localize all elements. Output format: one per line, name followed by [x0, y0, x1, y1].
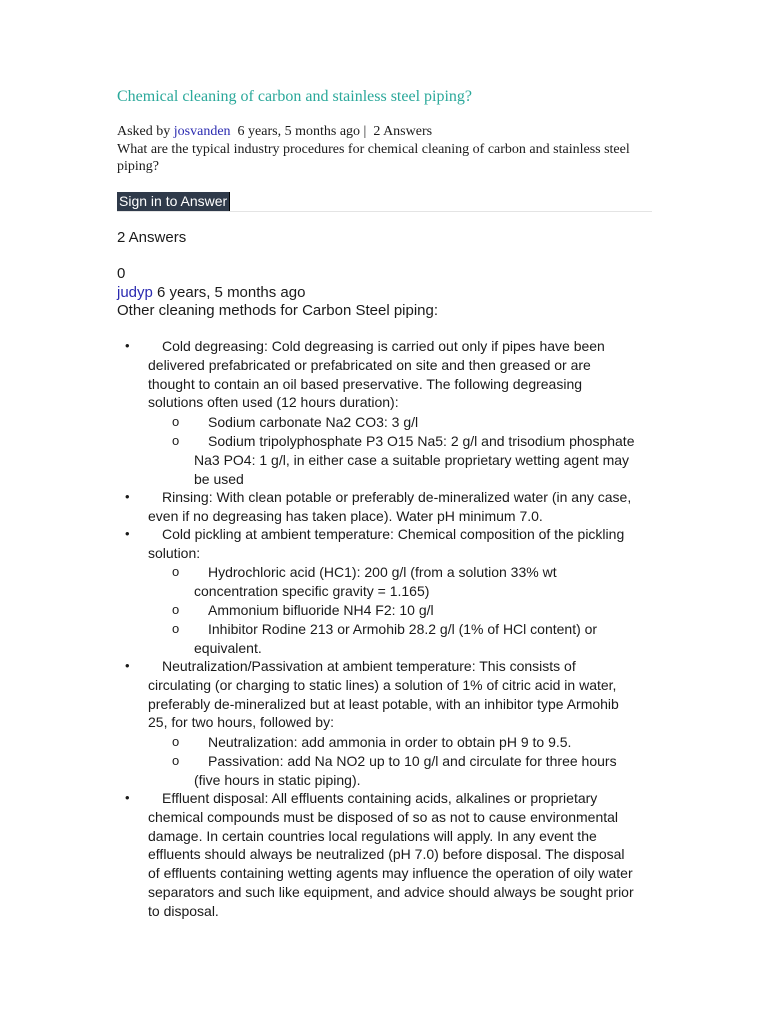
- asked-time: 6 years, 5 months ago: [237, 124, 361, 139]
- meta-separator: |: [363, 124, 367, 139]
- bullet-marker: •: [125, 338, 130, 353]
- divider: [117, 211, 652, 212]
- answer-author-link[interactable]: judyp: [117, 284, 153, 301]
- answers-heading: 2 Answers: [117, 229, 187, 246]
- sub-list-item: Ammonium bifluoride NH4 F2: 10 g/l: [208, 602, 434, 618]
- answer-intro: Other cleaning methods for Carbon Steel piping:: [117, 302, 439, 319]
- sub-bullet-marker: o: [172, 433, 180, 448]
- sub-list-item: Hydrochloric acid (HC1): 200 g/l (from a solution 33% wt concentration specific gravity = 1.165): [194, 564, 557, 599]
- asker-link[interactable]: josvanden: [173, 124, 231, 139]
- bullet-marker: •: [125, 526, 130, 541]
- question-body: What are the typical industry procedures for chemical cleaning of carbon and stainless steel piping?: [117, 142, 630, 174]
- answer-count: 2 Answers: [373, 124, 433, 139]
- bullet-marker: •: [125, 489, 130, 504]
- sub-bullet-marker: o: [172, 414, 180, 429]
- asked-line: [117, 124, 432, 140]
- list-item: Neutralization/Passivation at ambient temperature: This consists of circulating (or charging to static lines) a solution of 1% of citric acid in water, preferably de-mineralized but at least potable, with an inhibitor type Armohib 25, for two hours, followed by:: [148, 658, 619, 731]
- sub-list-item: Neutralization: add ammonia in order to obtain pH 9 to 9.5.: [208, 734, 572, 750]
- list-item: Cold pickling at ambient temperature: Chemical composition of the pickling solution:: [148, 526, 625, 561]
- sub-bullet-marker: o: [172, 564, 180, 579]
- bullet-marker: •: [125, 658, 130, 673]
- sub-list-item: Passivation: add Na NO2 up to 10 g/l and circulate for three hours (five hours in static piping).: [194, 753, 617, 788]
- sub-list-item: Sodium carbonate Na2 CO3: 3 g/l: [208, 414, 419, 430]
- answer-time: 6 years, 5 months ago: [157, 284, 306, 301]
- vote-count: 0: [117, 265, 126, 282]
- answer-meta: [117, 284, 305, 301]
- sub-bullet-marker: o: [172, 753, 180, 768]
- question-title[interactable]: Chemical cleaning of carbon and stainless steel piping?: [117, 88, 472, 105]
- sign-in-to-answer-button[interactable]: Sign in to Answer: [117, 192, 230, 211]
- list-item: Cold degreasing: Cold degreasing is carried out only if pipes have been delivered prefabricated or prefabricated on site and then greased or are thought to contain an oil based preservative. The following degreasing solutions often used (12 hours duration):: [148, 338, 605, 411]
- list-item: Rinsing: With clean potable or preferably de-mineralized water (in any case, even if no degreasing has taken place). Water pH minimum 7.0.: [148, 489, 632, 524]
- sub-bullet-marker: o: [172, 602, 180, 617]
- asked-prefix: Asked by: [117, 124, 171, 139]
- list-item: Effluent disposal: All effluents containing acids, alkalines or proprietary chemical compounds must be disposed of so as not to cause environmental damage. In certain countries local regulations will apply. In any event the effluents should always be neutralized (pH 7.0) before disposal. The disposal of effluents containing wetting agents may influence the operation of oily water separators and such like equipment, and advice should always be sought prior to disposal.: [148, 790, 634, 919]
- sub-bullet-marker: o: [172, 734, 180, 749]
- sub-list-item: Inhibitor Rodine 213 or Armohib 28.2 g/l (1% of HCl content) or equivalent.: [194, 621, 598, 656]
- bullet-marker: •: [125, 790, 130, 805]
- sub-list-item: Sodium tripolyphosphate P3 O15 Na5: 2 g/l and trisodium phosphate Na3 PO4: 1 g/l, in either case a suitable proprietary wetting agent may be used: [194, 433, 635, 487]
- sub-bullet-marker: o: [172, 621, 180, 636]
